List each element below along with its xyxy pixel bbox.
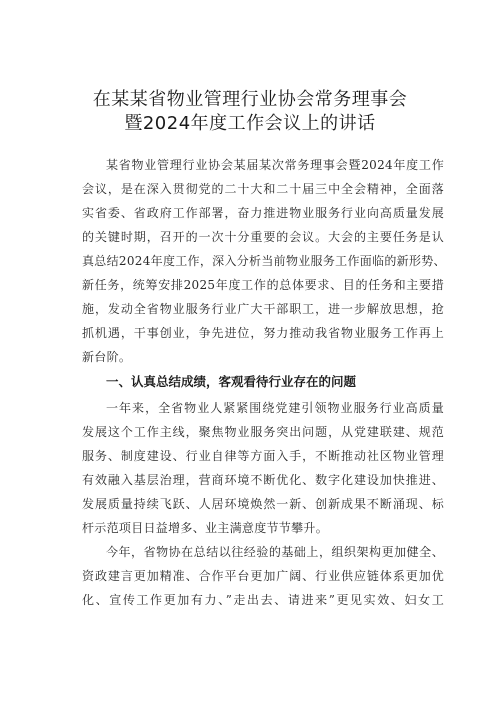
paragraph-line: 的关键时期，召开的一次十分重要的会议。大会的主要任务是认	[82, 230, 444, 244]
document-title-line-2: 暨2024年度工作会议上的讲话	[124, 113, 376, 134]
paragraph-line: 杆示范项目日益增多、业主满意度节节攀升。	[82, 521, 329, 535]
paragraph-line: 施，发动全省物业服务行业广大干部职工，进一步解放思想，抢	[82, 302, 444, 316]
paragraph-line: 今年，省物协在总结以往经验的基础上，组织架构更加健全、	[106, 545, 444, 559]
paragraph-line: 发展这个工作主线，聚焦物业服务突出问题，从党建联建、规范	[82, 425, 444, 439]
section-heading: 一、认真总结成绩，客观看待行业存在的问题	[106, 374, 357, 389]
paragraph-line: 某省物业管理行业协会某届某次常务理事会暨2024年度工作	[106, 158, 444, 172]
paragraph-line: 一年来，全省物业人紧紧围绕党建引领物业服务行业高质量	[106, 401, 444, 415]
paragraph-line: 新台阶。	[82, 350, 132, 364]
paragraph-line: 实省委、省政府工作部署，奋力推进物业服务行业向高质量发展	[82, 206, 444, 220]
paragraph-line: 发展质量持续飞跃、人居环境焕然一新、创新成果不断涌现、标	[82, 497, 444, 511]
paragraph-line: 抓机遇，干事创业，争先进位，努力推动我省物业服务工作再上	[82, 326, 444, 340]
paragraph-line: 真总结2024年度工作，深入分析当前物业服务工作面临的新形势、	[82, 254, 446, 268]
paragraph-line: 化、宣传工作更加有力、”走出去、请进来”更见实效、妇女工	[82, 593, 444, 607]
paragraph-line: 会议，是在深入贯彻党的二十大和二十届三中全会精神，全面落	[82, 182, 444, 196]
paragraph-line: 服务、制度建设、行业自律等方面入手，不断推动社区物业管理	[82, 449, 444, 463]
document-title-line-1: 在某某省物业管理行业协会常务理事会	[92, 89, 408, 110]
paragraph-line: 资政建言更加精准、合作平台更加广阔、行业供应链体系更加优	[82, 569, 444, 583]
paragraph-line: 有效融入基层治理，营商环境不断优化、数字化建设加快推进、	[82, 473, 444, 487]
paragraph-line: 新任务，统筹安排2025年度工作的总体要求、目的任务和主要措	[82, 278, 444, 292]
